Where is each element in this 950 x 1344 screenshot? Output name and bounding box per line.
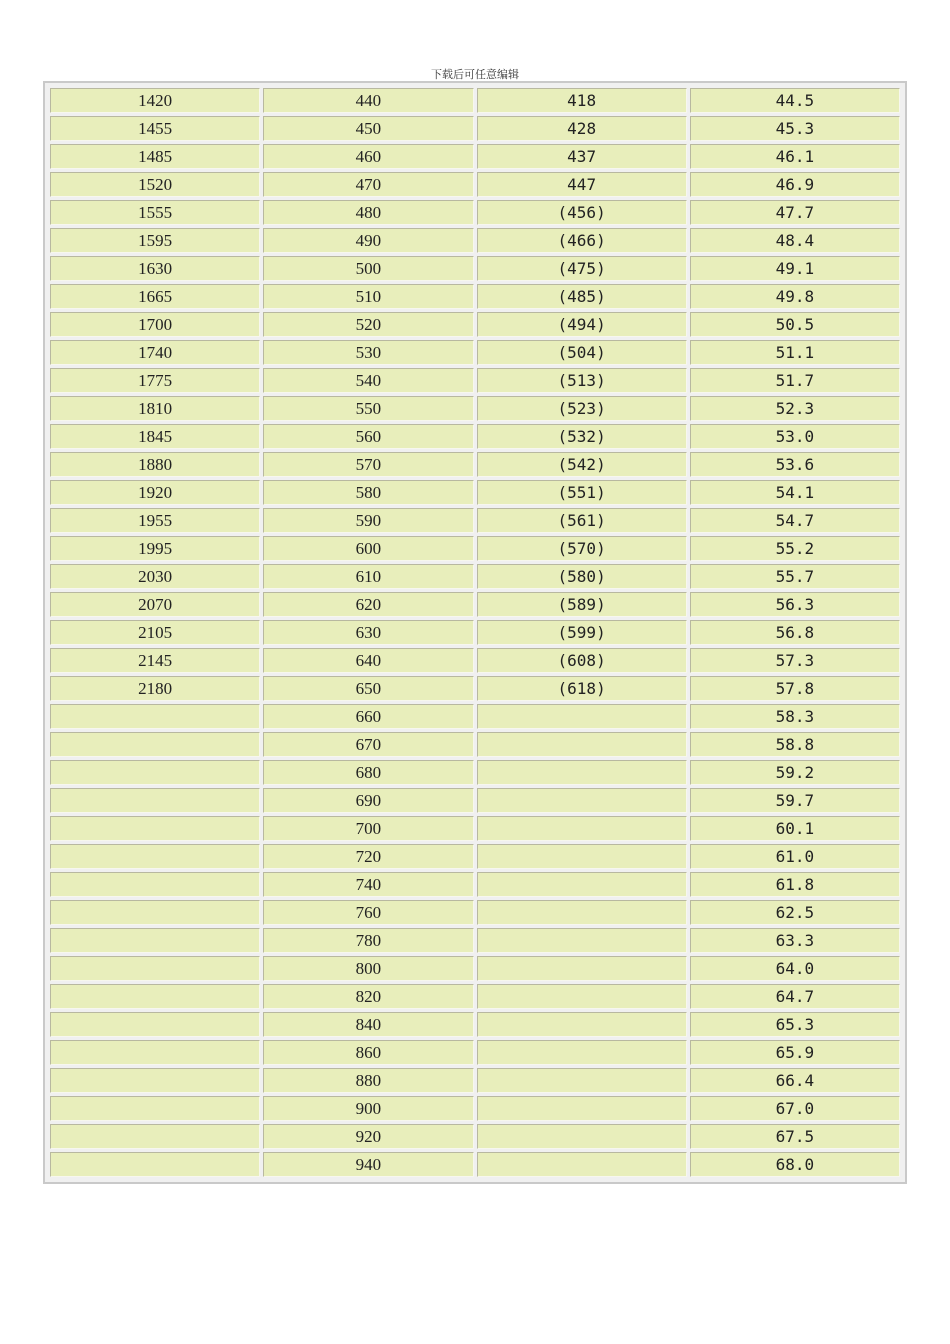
- table-row: [50, 508, 900, 533]
- table-cell-col3: (456): [477, 200, 687, 225]
- table-cell-col3: (523): [477, 396, 687, 421]
- table-cell-col4: 60.1: [690, 816, 900, 841]
- table-cell-col4: 49.8: [690, 284, 900, 309]
- table-cell-col1: 1485: [50, 144, 260, 169]
- table-cell-col2: 740: [263, 872, 473, 897]
- table-cell-col4: 59.2: [690, 760, 900, 785]
- table-cell-col4: 57.8: [690, 676, 900, 701]
- table-cell-col1: 1810: [50, 396, 260, 421]
- table-cell-col1: [50, 1124, 260, 1149]
- table-cell-col4: 51.1: [690, 340, 900, 365]
- table-row: [50, 88, 900, 113]
- table-cell-col3: (561): [477, 508, 687, 533]
- table-cell-col2: 450: [263, 116, 473, 141]
- table-cell-col4: 64.7: [690, 984, 900, 1009]
- table-cell-col4: 56.3: [690, 592, 900, 617]
- table-cell-col1: [50, 872, 260, 897]
- table-cell-col4: 65.3: [690, 1012, 900, 1037]
- table-cell-col2: 540: [263, 368, 473, 393]
- table-cell-col1: 1555: [50, 200, 260, 225]
- table-row: [50, 452, 900, 477]
- table-cell-col2: 650: [263, 676, 473, 701]
- table-cell-col4: 61.0: [690, 844, 900, 869]
- table-cell-col2: 590: [263, 508, 473, 533]
- table-cell-col3: [477, 1068, 687, 1093]
- table-row: [50, 984, 900, 1009]
- table-row: [50, 228, 900, 253]
- table-cell-col1: 1420: [50, 88, 260, 113]
- table-cell-col1: 1455: [50, 116, 260, 141]
- table-cell-col1: 1955: [50, 508, 260, 533]
- table-cell-col1: 1775: [50, 368, 260, 393]
- table-cell-col4: 66.4: [690, 1068, 900, 1093]
- table-cell-col3: (570): [477, 536, 687, 561]
- table-cell-col2: 480: [263, 200, 473, 225]
- table-row: [50, 172, 900, 197]
- table-row: [50, 1068, 900, 1093]
- table-cell-col4: 54.1: [690, 480, 900, 505]
- table-cell-col2: 680: [263, 760, 473, 785]
- table-row: [50, 312, 900, 337]
- table-cell-col2: 510: [263, 284, 473, 309]
- table-cell-col4: 51.7: [690, 368, 900, 393]
- table-cell-col2: 640: [263, 648, 473, 673]
- table-cell-col2: 520: [263, 312, 473, 337]
- table-cell-col1: 1995: [50, 536, 260, 561]
- table-cell-col1: [50, 1068, 260, 1093]
- table-cell-col4: 61.8: [690, 872, 900, 897]
- table-cell-col3: (513): [477, 368, 687, 393]
- table-cell-col1: [50, 928, 260, 953]
- table-cell-col1: [50, 1040, 260, 1065]
- table-row: [50, 732, 900, 757]
- table-cell-col3: (494): [477, 312, 687, 337]
- table-cell-col2: 940: [263, 1152, 473, 1177]
- table-cell-col2: 530: [263, 340, 473, 365]
- table-cell-col1: [50, 760, 260, 785]
- table-row: [50, 144, 900, 169]
- table-row: [50, 704, 900, 729]
- table-cell-col4: 55.2: [690, 536, 900, 561]
- table-row: [50, 788, 900, 813]
- table-cell-col3: [477, 816, 687, 841]
- table-cell-col4: 62.5: [690, 900, 900, 925]
- table-cell-col4: 46.9: [690, 172, 900, 197]
- table-cell-col3: [477, 1040, 687, 1065]
- table-row: [50, 340, 900, 365]
- table-cell-col1: [50, 984, 260, 1009]
- table-row: [50, 284, 900, 309]
- table-cell-col4: 48.4: [690, 228, 900, 253]
- table-cell-col3: 437: [477, 144, 687, 169]
- table-cell-col2: 670: [263, 732, 473, 757]
- table-cell-col3: 428: [477, 116, 687, 141]
- table-cell-col3: [477, 1124, 687, 1149]
- table-cell-col1: 1920: [50, 480, 260, 505]
- table-cell-col4: 45.3: [690, 116, 900, 141]
- table-cell-col3: 418: [477, 88, 687, 113]
- table-cell-col3: [477, 872, 687, 897]
- table-cell-col2: 620: [263, 592, 473, 617]
- table-cell-col4: 65.9: [690, 1040, 900, 1065]
- table-cell-col3: (475): [477, 256, 687, 281]
- table-cell-col4: 67.5: [690, 1124, 900, 1149]
- table-row: [50, 424, 900, 449]
- table-cell-col3: (551): [477, 480, 687, 505]
- table-cell-col1: 1595: [50, 228, 260, 253]
- table-cell-col2: 700: [263, 816, 473, 841]
- table-cell-col2: 660: [263, 704, 473, 729]
- table-cell-col3: [477, 1096, 687, 1121]
- table-cell-col2: 690: [263, 788, 473, 813]
- table-row: [50, 648, 900, 673]
- table-row: [50, 256, 900, 281]
- table-cell-col4: 67.0: [690, 1096, 900, 1121]
- table-row: [50, 928, 900, 953]
- table-cell-col1: [50, 844, 260, 869]
- table-cell-col3: (532): [477, 424, 687, 449]
- table-body: [50, 88, 900, 1177]
- table-cell-col2: 440: [263, 88, 473, 113]
- table-row: [50, 592, 900, 617]
- table-row: [50, 368, 900, 393]
- table-cell-col4: 55.7: [690, 564, 900, 589]
- table-cell-col3: (589): [477, 592, 687, 617]
- table-cell-col4: 53.0: [690, 424, 900, 449]
- table-cell-col4: 46.1: [690, 144, 900, 169]
- table-cell-col1: 1700: [50, 312, 260, 337]
- table-cell-col2: 920: [263, 1124, 473, 1149]
- table-cell-col3: [477, 844, 687, 869]
- table-cell-col2: 580: [263, 480, 473, 505]
- table-cell-col1: 2145: [50, 648, 260, 673]
- table-row: [50, 200, 900, 225]
- table-cell-col1: [50, 788, 260, 813]
- table-row: [50, 1096, 900, 1121]
- table-cell-col4: 58.3: [690, 704, 900, 729]
- table-cell-col2: 560: [263, 424, 473, 449]
- table-cell-col2: 880: [263, 1068, 473, 1093]
- table-cell-col4: 44.5: [690, 88, 900, 113]
- table-cell-col3: [477, 1152, 687, 1177]
- table-row: [50, 676, 900, 701]
- table-cell-col1: [50, 704, 260, 729]
- data-table-frame: [43, 81, 907, 1184]
- table-cell-col2: 570: [263, 452, 473, 477]
- table-cell-col3: (599): [477, 620, 687, 645]
- table-cell-col1: 2180: [50, 676, 260, 701]
- table-cell-col4: 64.0: [690, 956, 900, 981]
- table-cell-col4: 49.1: [690, 256, 900, 281]
- table-cell-col1: 1880: [50, 452, 260, 477]
- table-cell-col1: [50, 1012, 260, 1037]
- table-cell-col4: 56.8: [690, 620, 900, 645]
- table-cell-col3: (618): [477, 676, 687, 701]
- table-cell-col1: 1665: [50, 284, 260, 309]
- table-cell-col2: 550: [263, 396, 473, 421]
- table-cell-col4: 57.3: [690, 648, 900, 673]
- table-cell-col4: 52.3: [690, 396, 900, 421]
- table-row: [50, 956, 900, 981]
- table-cell-col4: 54.7: [690, 508, 900, 533]
- table-row: [50, 564, 900, 589]
- table-cell-col3: 447: [477, 172, 687, 197]
- table-cell-col3: [477, 760, 687, 785]
- table-cell-col1: [50, 1152, 260, 1177]
- table-row: [50, 900, 900, 925]
- table-cell-col2: 760: [263, 900, 473, 925]
- table-cell-col3: (466): [477, 228, 687, 253]
- table-cell-col4: 53.6: [690, 452, 900, 477]
- table-cell-col4: 50.5: [690, 312, 900, 337]
- table-cell-col4: 63.3: [690, 928, 900, 953]
- table-cell-col3: [477, 956, 687, 981]
- table-cell-col1: [50, 956, 260, 981]
- table-cell-col1: [50, 816, 260, 841]
- table-cell-col2: 470: [263, 172, 473, 197]
- table-row: [50, 872, 900, 897]
- table-cell-col4: 47.7: [690, 200, 900, 225]
- table-row: [50, 116, 900, 141]
- table-cell-col1: [50, 900, 260, 925]
- table-cell-col2: 630: [263, 620, 473, 645]
- table-cell-col4: 68.0: [690, 1152, 900, 1177]
- table-cell-col1: [50, 732, 260, 757]
- table-row: [50, 480, 900, 505]
- table-cell-col3: (504): [477, 340, 687, 365]
- table-row: [50, 844, 900, 869]
- table-row: [50, 396, 900, 421]
- table-row: [50, 1124, 900, 1149]
- table-cell-col3: (608): [477, 648, 687, 673]
- data-table: [47, 85, 903, 1180]
- table-cell-col1: 1520: [50, 172, 260, 197]
- table-cell-col3: [477, 900, 687, 925]
- table-cell-col1: 1740: [50, 340, 260, 365]
- table-cell-col1: 2105: [50, 620, 260, 645]
- table-cell-col1: 2070: [50, 592, 260, 617]
- table-cell-col2: 460: [263, 144, 473, 169]
- table-cell-col1: [50, 1096, 260, 1121]
- table-cell-col3: (542): [477, 452, 687, 477]
- table-cell-col3: [477, 984, 687, 1009]
- table-row: [50, 760, 900, 785]
- table-cell-col3: (485): [477, 284, 687, 309]
- table-cell-col2: 500: [263, 256, 473, 281]
- table-cell-col4: 58.8: [690, 732, 900, 757]
- table-cell-col2: 610: [263, 564, 473, 589]
- table-cell-col2: 600: [263, 536, 473, 561]
- table-cell-col1: 1845: [50, 424, 260, 449]
- table-cell-col2: 780: [263, 928, 473, 953]
- table-cell-col3: (580): [477, 564, 687, 589]
- table-cell-col3: [477, 928, 687, 953]
- table-cell-col4: 59.7: [690, 788, 900, 813]
- table-row: [50, 620, 900, 645]
- table-cell-col1: 1630: [50, 256, 260, 281]
- table-cell-col2: 490: [263, 228, 473, 253]
- table-cell-col1: 2030: [50, 564, 260, 589]
- table-cell-col2: 800: [263, 956, 473, 981]
- table-cell-col2: 820: [263, 984, 473, 1009]
- table-cell-col3: [477, 704, 687, 729]
- table-cell-col3: [477, 1012, 687, 1037]
- table-cell-col2: 860: [263, 1040, 473, 1065]
- table-row: [50, 816, 900, 841]
- table-row: [50, 1152, 900, 1177]
- table-cell-col2: 840: [263, 1012, 473, 1037]
- table-row: [50, 1040, 900, 1065]
- table-row: [50, 536, 900, 561]
- table-cell-col3: [477, 788, 687, 813]
- table-cell-col2: 720: [263, 844, 473, 869]
- table-cell-col2: 900: [263, 1096, 473, 1121]
- table-cell-col3: [477, 732, 687, 757]
- table-row: [50, 1012, 900, 1037]
- header-note: 下载后可任意编辑: [431, 68, 519, 81]
